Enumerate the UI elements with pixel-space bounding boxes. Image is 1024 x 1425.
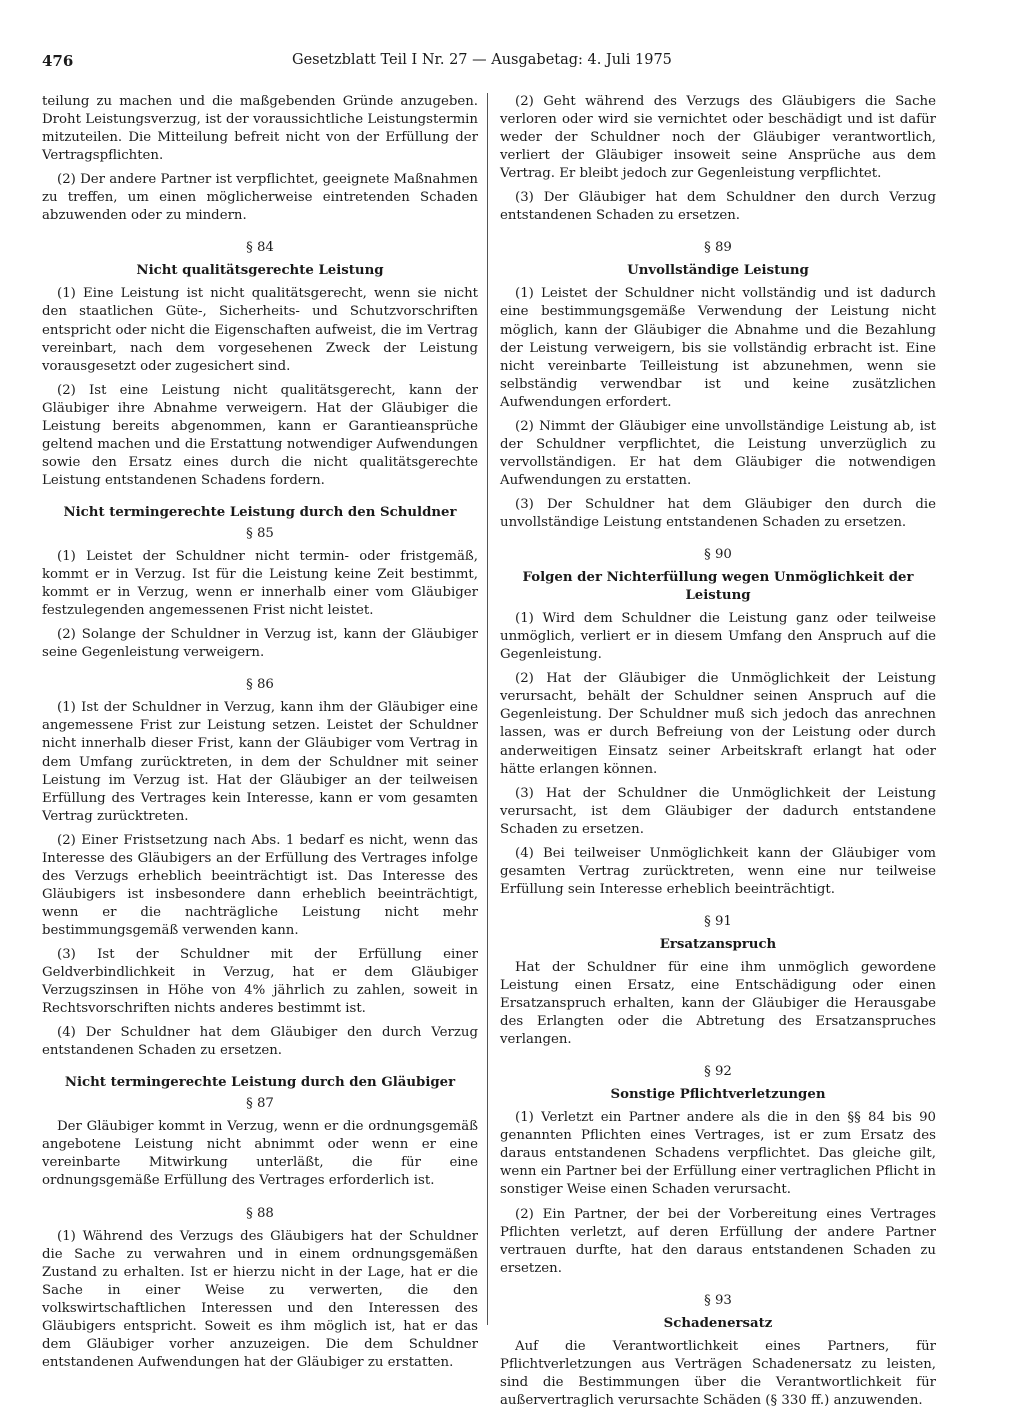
paragraph: (4) Der Schuldner hat dem Gläubiger den durch Verzug entstandenen Schaden zu ersetzen.	[42, 1025, 478, 1059]
paragraph: teilung zu machen und die maßgebenden Gründe anzugeben. Droht Leistungsverzug, ist der voraussichtliche Leistungstermin mitzuteilen. Die Mitteilung befreit nicht von der Erfüllung der Vertragspflichten.	[42, 94, 478, 164]
paragraph: (2) Hat der Gläubiger die Unmöglichkeit der Leistung verursacht, behält der Schuldner seinen Anspruch auf die Gegenleistung. Der Schuldner muß sich jedoch das anrechnen lassen, was er durch Befreiung von der Leistung oder durch anderweitigen Einsatz seiner Arbeitskraft erlangt hat oder hätte erlangen können.	[500, 671, 936, 777]
section-heading: Nicht qualitätsgerechte Leistung	[136, 263, 384, 279]
paragraph: (2) Ist eine Leistung nicht qualitätsgerecht, kann der Gläubiger ihre Abnahme verweigern. Hat der Gläubiger die Leistung bereits abgenommen, kann er Garantieansprüche geltend machen und die Erstattung notwendiger Aufwendungen sowie den Ersatz eines durch die nicht qualitätsgerechte Leistung entstandenen Schadens fordern.	[42, 382, 478, 488]
paragraph: Der Gläubiger kommt in Verzug, wenn er die ordnungsgemäß angebotene Leistung nicht abnimmt oder wenn er eine vereinbarte Mitwirkung unterläßt, die für eine ordnungsgemäße Erfüllung des Vertrages erforderlich ist.	[42, 1119, 478, 1189]
paragraph: (2) Nimmt der Gläubiger eine unvollständige Leistung ab, ist der Schuldner verpflichtet, die Leistung unverzüglich zu vervollständigen. Er hat dem Gläubiger die notwendigen Aufwendungen zu erstatten.	[500, 418, 936, 488]
paragraph: (2) Der andere Partner ist verpflichtet, geeignete Maßnahmen zu treffen, um einen möglicherweise eintretenden Schaden abzuwenden oder zu mindern.	[42, 172, 478, 224]
paragraph: Auf die Verantwortlichkeit eines Partners, für Pflichtverletzungen aus Verträgen Schadenersatz zu leisten, sind die Bestimmungen über die Verantwortlichkeit für außervertraglich verursachte Schäden (§ 330 ff.) anzuwenden.	[500, 1338, 936, 1408]
subsection-heading: Nicht termingerechte Leistung durch den Schuldner	[63, 504, 457, 520]
paragraph: (1) Verletzt ein Partner andere als die in den §§ 84 bis 90 genannten Pflichten eines Vertrages, ist er zum Ersatz des daraus entstandenen Schadens verpflichtet. Das gleiche gilt, wenn ein Partner bei der Erfüllung einer vertraglichen Pflicht in sonstiger Weise einen Schaden verursacht.	[500, 1110, 936, 1198]
paragraph: (3) Der Schuldner hat dem Gläubiger den durch die unvollständige Leistung entstandenen Schaden zu ersetzen.	[500, 496, 936, 530]
section-number: § 85	[246, 525, 274, 541]
right-column	[500, 93, 936, 1416]
section-number: § 84	[246, 240, 274, 256]
section-number: § 90	[704, 547, 732, 563]
section-heading: Sonstige Pflichtverletzungen	[610, 1087, 826, 1103]
running-title: Gesetzblatt Teil I Nr. 27 — Ausgabetag: 4. Juli 1975	[292, 52, 672, 68]
section-number: § 91	[704, 913, 732, 929]
paragraph: (2) Einer Fristsetzung nach Abs. 1 bedarf es nicht, wenn das Interesse des Gläubigers an der Erfüllung des Vertrages infolge des Verzugs erheblich beeinträchtigt ist. Das Interesse des Gläubigers ist insbesondere dann erheblich beeinträchtigt, wenn er die nachträgliche Leistung nicht mehr bestimmungsgemäß verwenden kann.	[42, 832, 478, 938]
paragraph: (1) Während des Verzugs des Gläubigers hat der Schuldner die Sache zu verwahren und in einem ordnungsgemäßen Zustand zu erhalten. Ist er hierzu nicht in der Lage, hat er die Sache in einer Weise zu verwerten, die den volkswirtschaftlichen Interessen und den Interessen des Gläubigers entspricht. Soweit es ihm möglich ist, hat er das dem Gläubiger vorher anzuzeigen. Die dem Schuldner entstandenen Aufwendungen hat der Gläubiger zu erstatten.	[42, 1228, 478, 1370]
section-number: § 88	[246, 1205, 274, 1221]
paragraph: (2) Ein Partner, der bei der Vorbereitung eines Vertrages Pflichten verletzt, auf deren Erfüllung der andere Partner vertrauen durfte, hat den daraus entstandenen Schaden zu ersetzen.	[500, 1206, 936, 1276]
section-number: § 92	[704, 1064, 732, 1080]
paragraph: (1) Leistet der Schuldner nicht vollständig und ist dadurch eine bestimmungsgemäße Verwendung der Leistung nicht möglich, kann der Gläubiger die Abnahme und die Bezahlung der Leistung verweigern, bis sie vollständig erbracht ist. Eine nicht vereinbarte Teilleistung ist abzunehmen, wenn sie selbständig verwendbar ist und keine zusätzlichen Aufwendungen erfordert.	[500, 286, 936, 410]
section-number: § 93	[704, 1292, 732, 1308]
paragraph: (3) Hat der Schuldner die Unmöglichkeit der Leistung verursacht, ist dem Gläubiger der dadurch entstandene Schaden zu ersetzen.	[500, 785, 936, 837]
section-heading: Ersatzanspruch	[659, 936, 777, 952]
paragraph: (2) Solange der Schuldner in Verzug ist, kann der Gläubiger seine Gegenleistung verweigern.	[42, 627, 478, 661]
section-heading: Schadenersatz	[663, 1315, 773, 1331]
page-number: 476	[42, 52, 74, 70]
paragraph: (2) Geht während des Verzugs des Gläubigers die Sache verloren oder wird sie vernichtet oder beschädigt und ist dafür weder der Schuldner noch der Gläubiger verantwortlich, verliert der Gläubiger insoweit seine Ansprüche aus dem Vertrag. Er bleibt jedoch zur Gegenleistung verpflichtet.	[500, 94, 936, 182]
paragraph: (4) Bei teilweiser Unmöglichkeit kann der Gläubiger vom gesamten Vertrag zurücktreten, wenn eine nur teilweise Erfüllung sein Interesse erheblich beeinträchtigt.	[500, 845, 936, 897]
paragraph: Hat der Schuldner für eine ihm unmöglich gewordene Leistung einen Ersatz, eine Entschädigung oder einen Ersatzanspruch erhalten, kann der Gläubiger die Herausgabe des Erlangten oder die Abtretung des Ersatzanspruches verlangen.	[500, 959, 936, 1048]
column-divider	[487, 93, 488, 1325]
left-column	[42, 93, 478, 1378]
paragraph: (1) Wird dem Schuldner die Leistung ganz oder teilweise unmöglich, verliert er in diesem Umfang den Anspruch auf die Gegenleistung.	[500, 611, 936, 663]
paragraph: (3) Ist der Schuldner mit der Erfüllung einer Geldverbindlichkeit in Verzug, hat er dem Gläubiger Verzugszinsen in Höhe von 4% jährlich zu zahlen, soweit in Rechtsvorschriften nichts anderes bestimmt ist.	[42, 946, 478, 1017]
section-heading: Unvollständige Leistung	[627, 263, 809, 279]
page-header	[42, 52, 982, 72]
paragraph: (3) Der Gläubiger hat dem Schuldner den durch Verzug entstandenen Schaden zu ersetzen.	[500, 190, 936, 224]
section-heading: Folgen der Nichterfüllung wegen Unmöglichkeit der Leistung	[522, 570, 914, 604]
section-number: § 87	[246, 1096, 274, 1112]
paragraph: (1) Ist der Schuldner in Verzug, kann ihm der Gläubiger eine angemessene Frist zur Leistung setzen. Leistet der Schuldner nicht innerhalb dieser Frist, kann der Gläubiger vom Vertrag in dem Umfang zurücktreten, in dem der Schuldner mit seiner Leistung im Verzug ist. Hat der Gläubiger an der teilweisen Erfüllung des Vertrages kein Interesse, kann er vom gesamten Vertrag zurücktreten.	[42, 700, 478, 824]
paragraph: (1) Leistet der Schuldner nicht termin- oder fristgemäß, kommt er in Verzug. Ist für die Leistung keine Zeit bestimmt, kommt er in Verzug, wenn er innerhalb einer vom Gläubiger festzulegenden angemessenen Frist nicht leistet.	[42, 549, 478, 619]
section-number: § 86	[246, 677, 274, 693]
paragraph: (1) Eine Leistung ist nicht qualitätsgerecht, wenn sie nicht den staatlichen Güte-, Sicherheits- und Schutzvorschriften entspricht oder nicht die Eigenschaften aufweist, die im Vertrag vereinbart, nach dem vorgesehenen Zweck der Leistung vorausgesetzt oder zugesichert sind.	[42, 286, 478, 374]
section-number: § 89	[704, 240, 732, 256]
subsection-heading: Nicht termingerechte Leistung durch den Gläubiger	[64, 1075, 456, 1091]
